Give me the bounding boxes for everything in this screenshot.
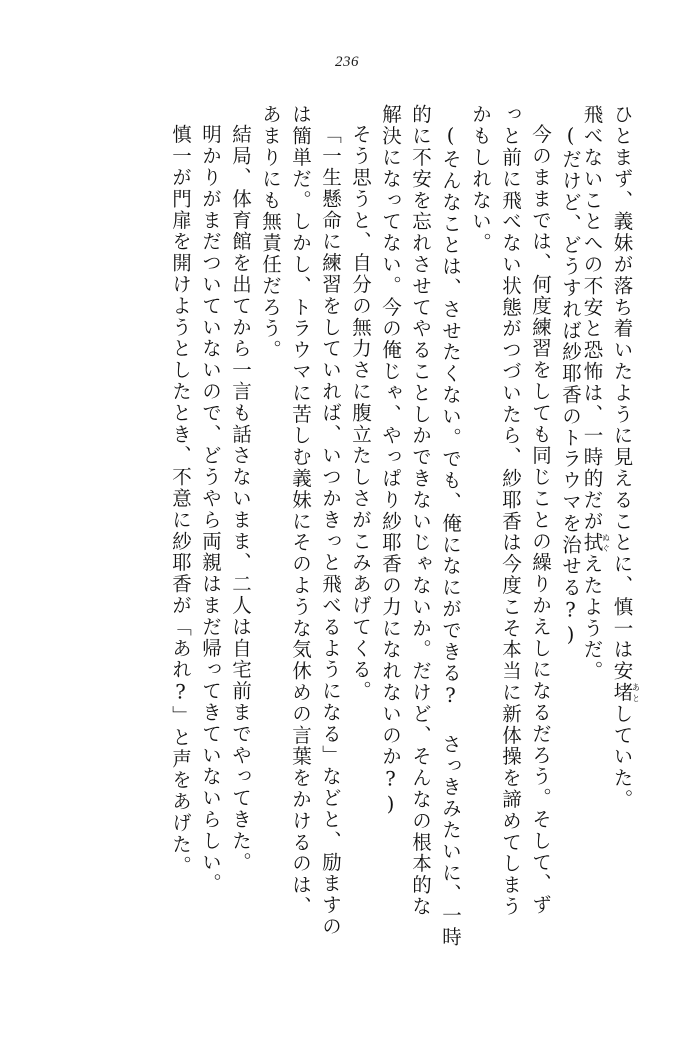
text-line: っと前に飛べない状態がつづいたら、紗耶香は今度こそ本当に新体操を諦めてしまう	[499, 104, 522, 918]
text-line: 飛べないことへの不安と恐怖は、一時的だが拭ぬぐえたようだ。	[580, 104, 611, 682]
text-line: 結局、体育館を出てから一言も話さないまま、二人は自宅前までやってきた。	[229, 124, 252, 873]
text-line: 慎一が門扉を開けようとしたとき、不意に紗耶香が「あれ?」と声をあげた。	[169, 124, 192, 877]
text-line: 解決になってない。今の俺じゃ、やっぱり紗耶香の力になれないのか?)	[379, 104, 402, 818]
text-line: 的に不安を忘れさせてやることしかできないじゃないか。だけど、そんなの根本的な	[409, 104, 432, 918]
text-line: そう思うと、自分の無力さに腹立たしさがこみあげてくる。	[349, 124, 372, 702]
text-line: 「一生懸命に練習をしていれば、いつかきっと飛べるようになる」などと、励ますの	[319, 124, 342, 938]
text-line: 今のままでは、何度練習をしても同じことの繰りかえしになるだろう。そして、ず	[529, 124, 552, 916]
text-line: かもしれない。	[469, 104, 492, 254]
text-line: は簡単だ。しかし、トラウマに苦しむ義妹にそのような気休めの言葉をかけるのは、	[289, 104, 312, 918]
text-line: ひとまず、義妹が落ち着いたように見えることに、慎一は安堵あとしていた。	[610, 104, 641, 811]
page-number: 236	[335, 54, 359, 70]
text-line: 明かりがまだついていないので、どうやら両親はまだ帰ってきていないらしい。	[199, 124, 222, 895]
text-line: (だけど、どうすれば紗耶香のトラウマを治せる?)	[559, 124, 582, 649]
text-line: (そんなことは、させたくない。でも、俺になにができる? さっきみたいに、一時	[439, 124, 462, 948]
text-line: あまりにも無責任だろう。	[259, 104, 282, 361]
vertical-text-block	[80, 104, 641, 948]
